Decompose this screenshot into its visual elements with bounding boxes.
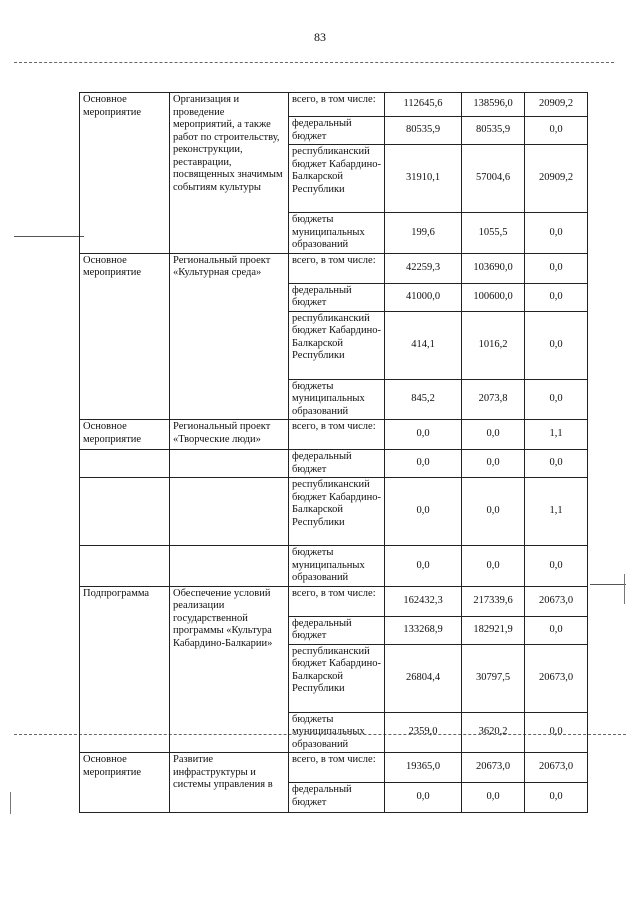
- scan-artifact-line: [10, 792, 11, 814]
- value-cell: 162432,3: [385, 586, 462, 616]
- value-cell: 0,0: [525, 253, 588, 283]
- funding-source-cell: федеральный бюджет: [289, 450, 385, 478]
- budget-table: [79, 92, 588, 813]
- value-cell: 1055,5: [462, 213, 525, 254]
- value-cell: 0,0: [462, 783, 525, 813]
- value-cell: 1016,2: [462, 311, 525, 379]
- funding-source-cell: всего, в том числе:: [289, 253, 385, 283]
- value-cell: 0,0: [462, 546, 525, 587]
- value-cell: 80535,9: [385, 117, 462, 145]
- value-cell: 0,0: [525, 379, 588, 420]
- value-cell: 0,0: [525, 117, 588, 145]
- value-cell: 20909,2: [525, 145, 588, 213]
- funding-source-cell: бюджеты муниципальных образований: [289, 379, 385, 420]
- empty-cell: [170, 478, 289, 546]
- empty-cell: [170, 546, 289, 587]
- value-cell: 42259,3: [385, 253, 462, 283]
- value-cell: 0,0: [462, 420, 525, 450]
- empty-cell: [80, 450, 170, 478]
- value-cell: 20673,0: [462, 753, 525, 783]
- value-cell: 0,0: [385, 783, 462, 813]
- scan-artifact-line: [590, 584, 626, 585]
- value-cell: 414,1: [385, 311, 462, 379]
- scan-artifact-line: [14, 236, 84, 237]
- value-cell: 182921,9: [462, 616, 525, 644]
- empty-cell: [170, 450, 289, 478]
- table-row: [80, 93, 588, 117]
- table-row: [80, 253, 588, 283]
- value-cell: 112645,6: [385, 93, 462, 117]
- event-name-cell: Региональный проект «Творческие люди»: [170, 420, 289, 450]
- funding-source-cell: федеральный бюджет: [289, 616, 385, 644]
- value-cell: 1,1: [525, 420, 588, 450]
- value-cell: 20673,0: [525, 644, 588, 712]
- funding-source-cell: всего, в том числе:: [289, 420, 385, 450]
- value-cell: 0,0: [385, 420, 462, 450]
- funding-source-cell: всего, в том числе:: [289, 753, 385, 783]
- value-cell: 0,0: [525, 450, 588, 478]
- value-cell: 20909,2: [525, 93, 588, 117]
- event-name-cell: Организация и проведение мероприятий, а также работ по строительству, реконструкции, реставрации, посвященных значимым событиям культуры: [170, 93, 289, 254]
- value-cell: 26804,4: [385, 644, 462, 712]
- funding-source-cell: республиканский бюджет Кабардино-Балкарской Республики: [289, 311, 385, 379]
- scan-artifact-line: [624, 574, 625, 604]
- value-cell: 100600,0: [462, 283, 525, 311]
- table-row: [80, 546, 588, 587]
- value-cell: 1,1: [525, 478, 588, 546]
- funding-source-cell: республиканский бюджет Кабардино-Балкарской Республики: [289, 145, 385, 213]
- value-cell: 41000,0: [385, 283, 462, 311]
- event-name-cell: Развитие инфраструктуры и системы управления в: [170, 753, 289, 813]
- table-row: [80, 450, 588, 478]
- value-cell: 0,0: [385, 478, 462, 546]
- value-cell: 0,0: [525, 712, 588, 753]
- funding-source-cell: бюджеты муниципальных образований: [289, 546, 385, 587]
- value-cell: 199,6: [385, 213, 462, 254]
- value-cell: 19365,0: [385, 753, 462, 783]
- page-number: 83: [314, 30, 326, 44]
- value-cell: 0,0: [525, 283, 588, 311]
- funding-source-cell: федеральный бюджет: [289, 283, 385, 311]
- value-cell: 217339,6: [462, 586, 525, 616]
- row-type-cell: Подпрограмма: [80, 586, 170, 753]
- table-row: [80, 586, 588, 616]
- table-row: [80, 420, 588, 450]
- event-name-cell: Обеспечение условий реализации государственной программы «Культура Кабардино-Балкарии»: [170, 586, 289, 753]
- scan-artifact-line: [14, 62, 614, 63]
- funding-source-cell: бюджеты муниципальных образований: [289, 213, 385, 254]
- value-cell: 0,0: [385, 546, 462, 587]
- value-cell: 103690,0: [462, 253, 525, 283]
- row-type-cell: Основное мероприятие: [80, 420, 170, 450]
- value-cell: 845,2: [385, 379, 462, 420]
- empty-cell: [80, 478, 170, 546]
- value-cell: 0,0: [525, 311, 588, 379]
- funding-source-cell: всего, в том числе:: [289, 93, 385, 117]
- value-cell: 20673,0: [525, 753, 588, 783]
- row-type-cell: Основное мероприятие: [80, 253, 170, 420]
- value-cell: 0,0: [525, 616, 588, 644]
- funding-source-cell: всего, в том числе:: [289, 586, 385, 616]
- value-cell: 0,0: [525, 213, 588, 254]
- value-cell: 133268,9: [385, 616, 462, 644]
- value-cell: 2073,8: [462, 379, 525, 420]
- value-cell: 0,0: [385, 450, 462, 478]
- row-type-cell: Основное мероприятие: [80, 753, 170, 813]
- value-cell: 20673,0: [525, 586, 588, 616]
- funding-source-cell: республиканский бюджет Кабардино-Балкарской Республики: [289, 478, 385, 546]
- value-cell: 80535,9: [462, 117, 525, 145]
- table-row: [80, 478, 588, 546]
- row-type-cell: Основное мероприятие: [80, 93, 170, 254]
- value-cell: 31910,1: [385, 145, 462, 213]
- value-cell: 57004,6: [462, 145, 525, 213]
- funding-source-cell: федеральный бюджет: [289, 117, 385, 145]
- funding-source-cell: республиканский бюджет Кабардино-Балкарской Республики: [289, 644, 385, 712]
- value-cell: 2359,0: [385, 712, 462, 753]
- value-cell: 3620,2: [462, 712, 525, 753]
- value-cell: 0,0: [525, 546, 588, 587]
- empty-cell: [80, 546, 170, 587]
- value-cell: 0,0: [525, 783, 588, 813]
- value-cell: 30797,5: [462, 644, 525, 712]
- value-cell: 138596,0: [462, 93, 525, 117]
- value-cell: 0,0: [462, 450, 525, 478]
- table-row: [80, 753, 588, 783]
- value-cell: 0,0: [462, 478, 525, 546]
- event-name-cell: Региональный проект «Культурная среда»: [170, 253, 289, 420]
- funding-source-cell: федеральный бюджет: [289, 783, 385, 813]
- funding-source-cell: бюджеты муниципальных образований: [289, 712, 385, 753]
